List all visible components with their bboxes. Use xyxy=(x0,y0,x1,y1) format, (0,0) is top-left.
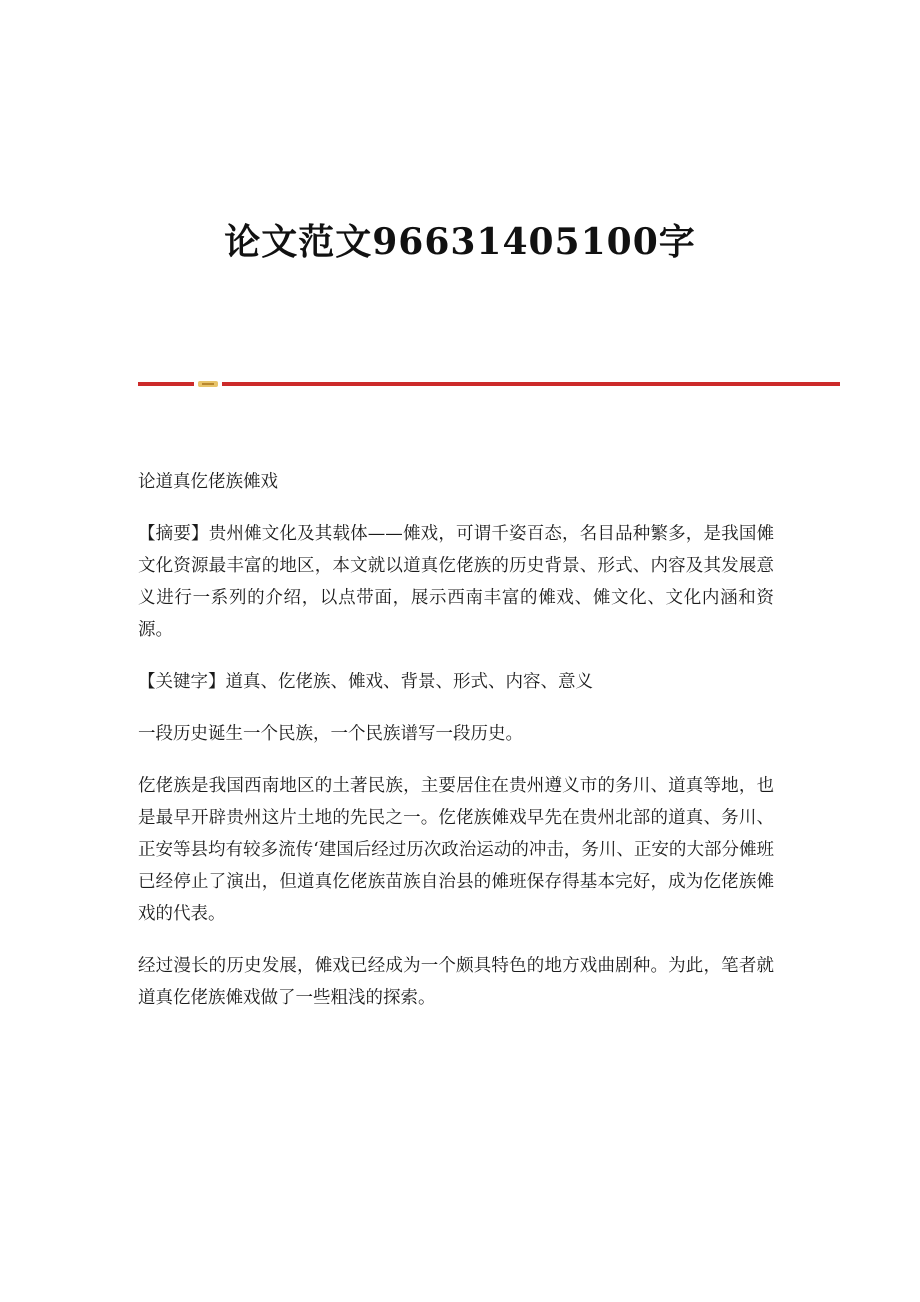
divider-line-right xyxy=(222,382,840,386)
article-heading: 论道真仡佬族傩戏 xyxy=(138,472,278,492)
abstract-paragraph: 【摘要】贵州傩文化及其载体——傩戏，可谓千姿百态，名目品种繁多，是我国傩文化资源最丰富的地区，本文就以道真仡佬族的历史背景、形式、内容及其发展意义进行一系列的介绍，以点带面，展示西南丰富的傩戏、傩文化、文化内涵和资源。 xyxy=(138,524,774,640)
document-body xyxy=(138,466,774,1034)
keywords-paragraph: 【关键字】道真、仡佬族、傩戏、背景、形式、内容、意义 xyxy=(138,672,593,692)
body-paragraph: 一段历史诞生一个民族，一个民族谱写一段历史。 xyxy=(138,724,523,744)
title-divider xyxy=(138,380,840,388)
document-title: 论文范文96631405100字 xyxy=(224,221,696,263)
body-paragraph: 仡佬族是我国西南地区的土著民族，主要居住在贵州遵义市的务川、道真等地，也是最早开辟贵州这片土地的先民之一。仡佬族傩戏早先在贵州北部的道真、务川、正安等县均有较多流传‘建国后经过历次政治运动的冲击，务川、正安的大部分傩班已经停止了演出，但道真仡佬族苗族自治县的傩班保存得基本完好，成为仡佬族傩戏的代表。 xyxy=(138,776,774,924)
body-paragraph: 经过漫长的历史发展，傩戏已经成为一个颇具特色的地方戏曲剧种。为此，笔者就道真仡佬族傩戏做了一些粗浅的探索。 xyxy=(138,956,774,1008)
divider-ornament-icon xyxy=(198,381,218,387)
divider-line-left xyxy=(138,382,194,386)
